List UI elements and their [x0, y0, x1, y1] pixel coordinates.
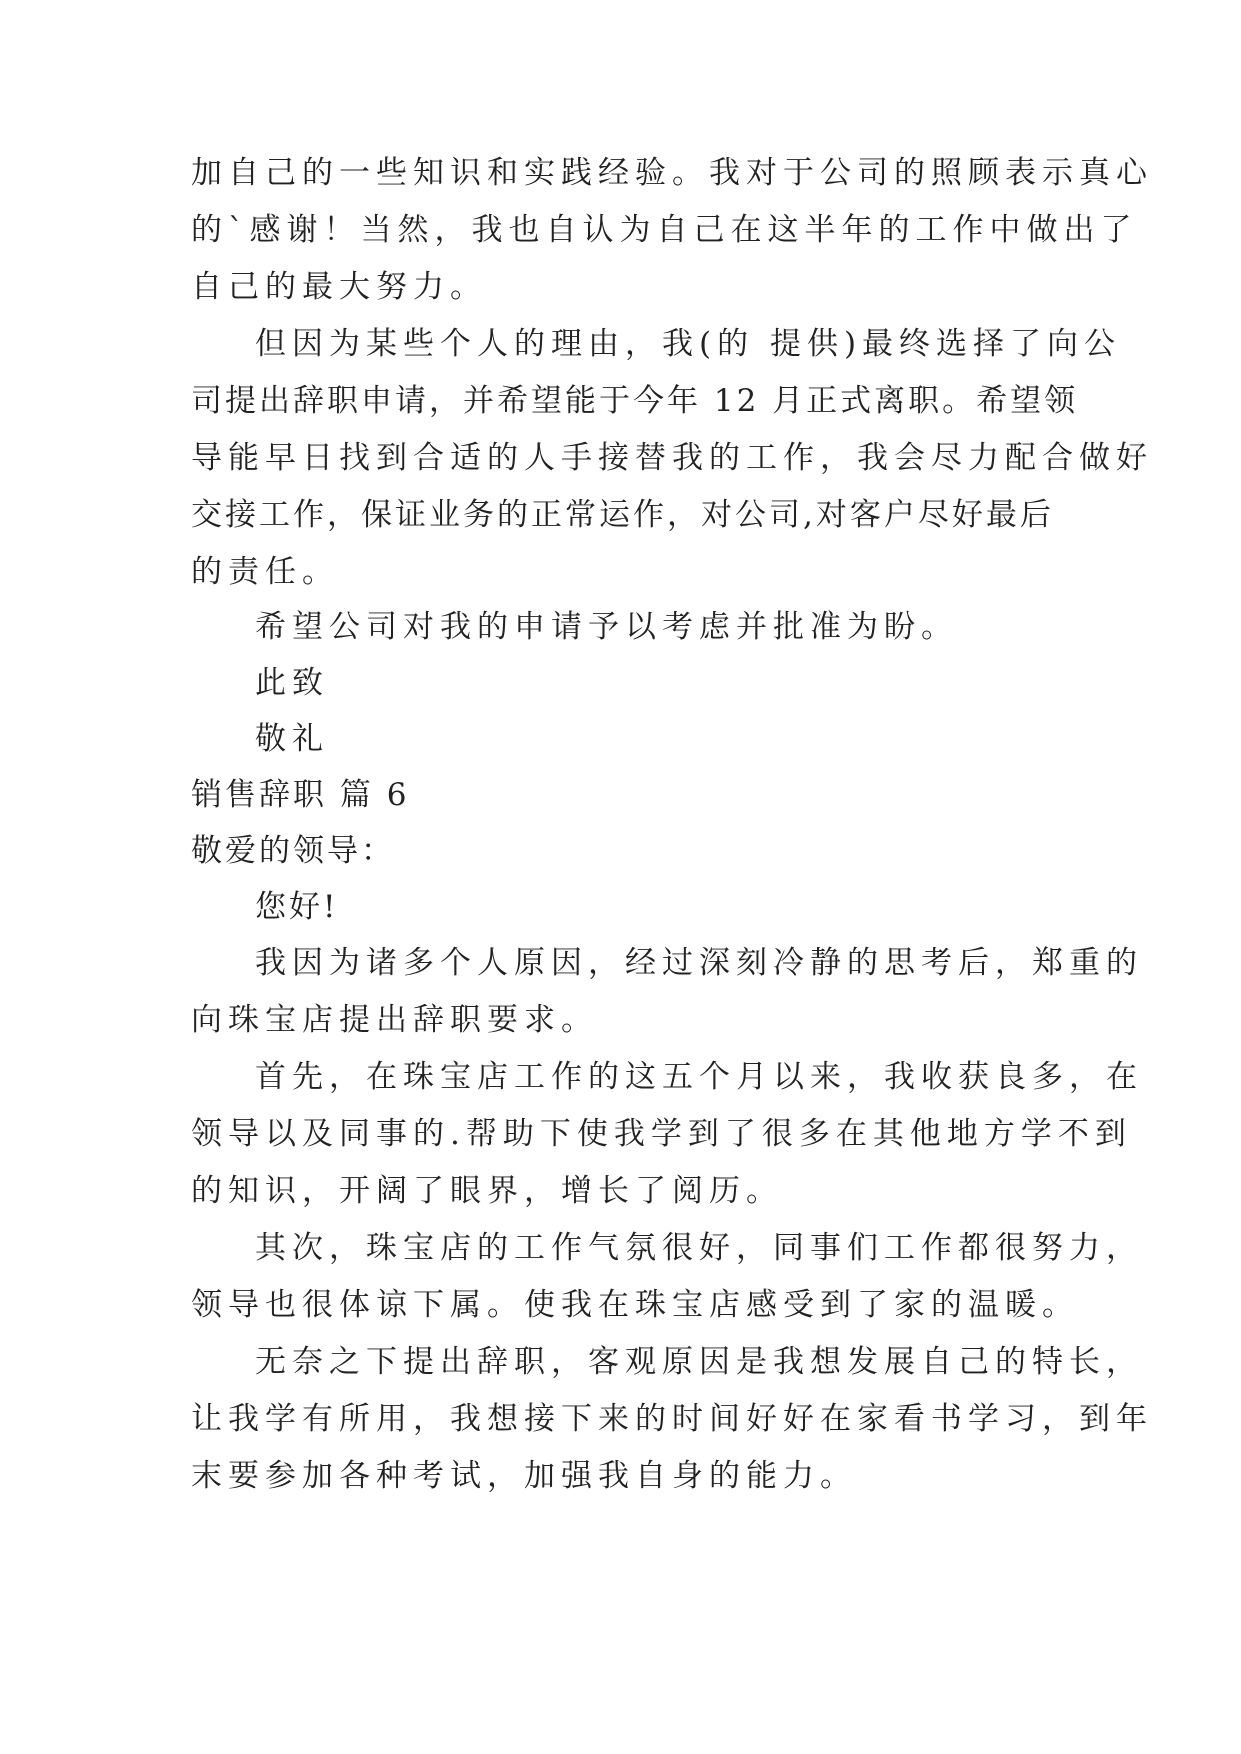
- text-line: 让我学有所用，我想接下来的时间好好在家看书学习，到年: [191, 1401, 1153, 1437]
- text-line: 加自己的一些知识和实践经验。我对于公司的照顾表示真心: [191, 155, 1153, 191]
- text-line: 其次，珠宝店的工作气氛很好，同事们工作都很努力，: [255, 1230, 1143, 1266]
- text-line: 首先，在珠宝店工作的这五个月以来，我收获良多，在: [255, 1059, 1143, 1095]
- text-line: 司提出辞职申请，并希望能于今年 12 月正式离职。希望领: [191, 383, 1079, 419]
- text-line: 向珠宝店提出辞职要求。: [191, 1002, 598, 1038]
- greeting: 敬爱的领导：: [191, 833, 395, 869]
- greeting-line: 您好!: [255, 889, 339, 925]
- text-line: 希望公司对我的申请予以考虑并批准为盼。: [255, 609, 958, 645]
- text-line: 末要参加各种考试，加强我自身的能力。: [191, 1458, 857, 1494]
- text-line: 领导也很体谅下属。使我在珠宝店感受到了家的温暖。: [191, 1287, 1079, 1323]
- text-line: 我因为诸多个人原因，经过深刻冷静的思考后，郑重的: [255, 945, 1143, 981]
- text-line: 导能早日找到合适的人手接替我的工作，我会尽力配合做好: [191, 440, 1153, 476]
- text-line: 但因为某些个人的理由，我(的 提供)最终选择了向公: [255, 326, 1122, 362]
- text-line: 的`感谢！当然，我也自认为自己在这半年的工作中做出了: [191, 212, 1138, 248]
- text-line: 交接工作，保证业务的正常运作，对公司,对客户尽好最后: [191, 497, 1054, 533]
- text-line: 无奈之下提出辞职，客观原因是我想发展自己的特长，: [255, 1344, 1143, 1380]
- closing-salutation: 此致: [255, 665, 329, 701]
- closing-regards: 敬礼: [255, 721, 329, 757]
- text-line: 的责任。: [191, 554, 339, 590]
- text-line: 的知识，开阔了眼界，增长了阅历。: [191, 1173, 783, 1209]
- text-line: 自己的最大努力。: [191, 269, 487, 305]
- text-line: 领导以及同事的.帮助下使我学到了很多在其他地方学不到: [191, 1116, 1132, 1152]
- section-heading: 销售辞职 篇 6: [191, 777, 410, 813]
